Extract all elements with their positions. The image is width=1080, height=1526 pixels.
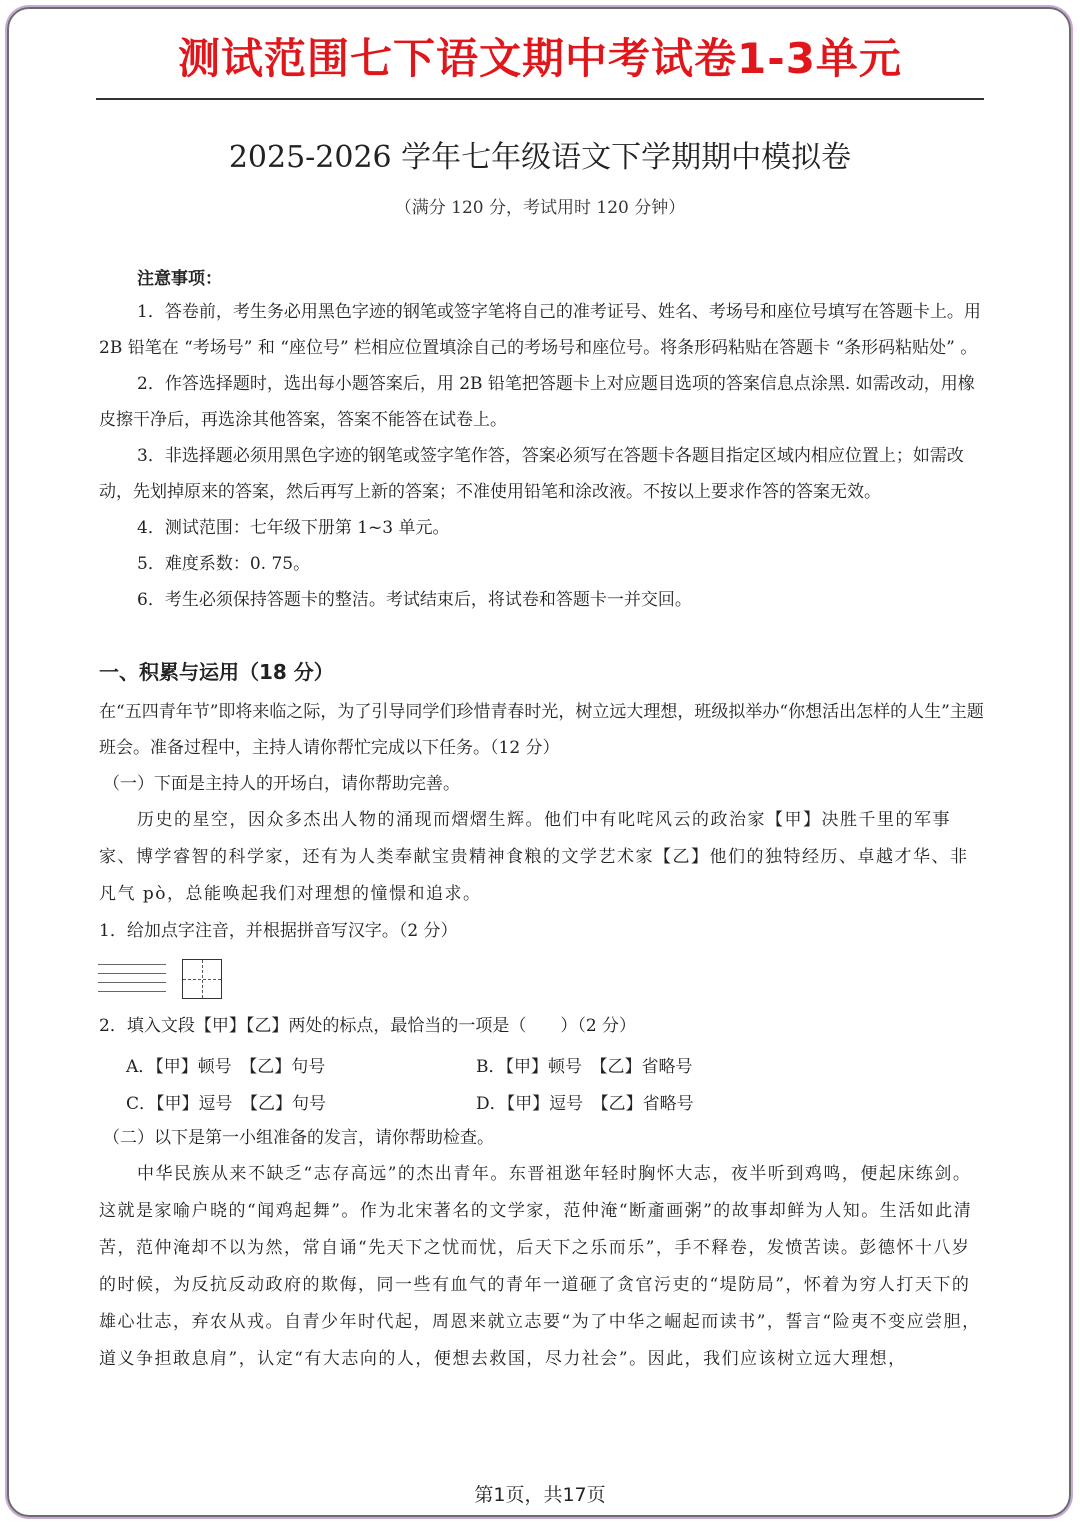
part1-heading: （一）下面是主持人的开场白，请你帮助完善。 xyxy=(103,774,460,794)
option-b[interactable]: B．【甲】顿号 【乙】省略号 xyxy=(476,1057,693,1077)
test-scope-banner: 测试范围七下语文期中考试卷1-3单元 xyxy=(178,34,902,83)
notice-list xyxy=(99,294,984,618)
answer-lines[interactable] xyxy=(98,964,166,1000)
question-1: 1．给加点字注音，并根据拼音写汉字。（2 分） xyxy=(99,921,458,941)
question-2 xyxy=(99,1008,984,1044)
notice-item: 4．测试范围：七年级下册第 1~3 单元。 xyxy=(137,518,450,538)
notice-item: 5．难度系数：0. 75。 xyxy=(137,554,311,574)
notice-item: 6．考生必须保持答题卡的整洁。考试结束后，将试卷和答题卡一并交回。 xyxy=(137,590,692,610)
question-2-text: 2．填入文段【甲】【乙】两处的标点，最恰当的一项是（ ）（2 分） xyxy=(99,1016,637,1036)
exam-subtitle: （满分 120 分，考试用时 120 分钟） xyxy=(394,198,686,218)
option-d[interactable]: D．【甲】逗号 【乙】省略号 xyxy=(476,1094,694,1114)
page-number: 第1页，共17页 xyxy=(474,1484,606,1506)
part2-block xyxy=(99,1120,984,1378)
notice-item: 2．作答选择题时，选出每小题答案后，用 2B 铅笔把答题卡上对应题目选项的答案信息点涂黑. 如需改动，用橡皮擦干净后，再选涂其他答案，答案不能答在试卷上。 xyxy=(99,374,975,430)
part2-passage: 中华民族从来不缺乏“志存高远”的杰出青年。东晋祖逖年轻时胸怀大志，夜半听到鸡鸣，便起床练剑。这就是家喻户晓的“闻鸡起舞”。作为北宋著名的文学家，范仲淹“断齑画粥”的故事却鲜为人知。生活如此清苦，范仲淹却不以为然，常自诵“先天下之忧而忧，后天下之乐而乐”，手不释卷，发愤苦读。彭德怀十八岁的时候，为反抗反动政府的欺侮，同一些有血气的青年一道砸了贪官污吏的“堤防局”，怀着为穷人打天下的雄心壮志，弃农从戎。自青少年时代起，周恩来就立志要“为了中华之崛起而读书”，誓言“险夷不变应尝胆，道义争担敢息肩”，认定“有大志向的人，便想去救国，尽力社会”。因此，我们应该树立远大理想， xyxy=(99,1164,981,1369)
option-a[interactable]: A．【甲】顿号 【乙】句号 xyxy=(126,1057,326,1077)
exam-title: 2025-2026 学年七年级语文下学期期中模拟卷 xyxy=(228,140,852,175)
part2-heading: （二）以下是第一小组准备的发言，请你帮助检查。 xyxy=(103,1128,494,1148)
character-grid-box[interactable] xyxy=(182,959,222,999)
section-heading: 一、积累与运用（18 分） xyxy=(99,660,334,684)
header-rule xyxy=(96,98,984,100)
section1-intro-block xyxy=(99,694,984,949)
notice-item: 3．非选择题必须用黑色字迹的钢笔或签字笔作答，答案必须写在答题卡各题目指定区域内相应位置上；如需改动，先划掉原来的答案，然后再写上新的答案；不准使用铅笔和涂改液。不按以上要求作答的答案无效。 xyxy=(99,446,964,502)
section-intro: 在“五四青年节”即将来临之际，为了引导同学们珍惜青春时光，树立远大理想，班级拟举办“你想活出怎样的人生”主题班会。准备过程中，主持人请你帮忙完成以下任务。（12 分） xyxy=(99,702,984,758)
part1-passage: 历史的星空，因众多杰出人物的涌现而熠熠生辉。他们中有叱咤风云的政治家【甲】决胜千里的军事家、博学睿智的科学家，还有为人类奉献宝贵精神食粮的文学艺术家【乙】他们的独特经历、卓越才华、非凡气 pò，总能唤起我们对理想的憧憬和追求。 xyxy=(99,810,969,904)
notice-heading: 注意事项： xyxy=(137,269,222,289)
notice-item: 1．答卷前，考生务必用黑色字迹的钢笔或签字笔将自己的准考证号、姓名、考场号和座位号填写在答题卡上。用 2B 铅笔在 “考场号” 和 “座位号” 栏相应位置填涂自己的考场号和座位号。将条形码粘贴在答题卡 “条形码粘贴处” 。 xyxy=(99,302,981,358)
option-c[interactable]: C．【甲】逗号 【乙】句号 xyxy=(126,1094,327,1114)
